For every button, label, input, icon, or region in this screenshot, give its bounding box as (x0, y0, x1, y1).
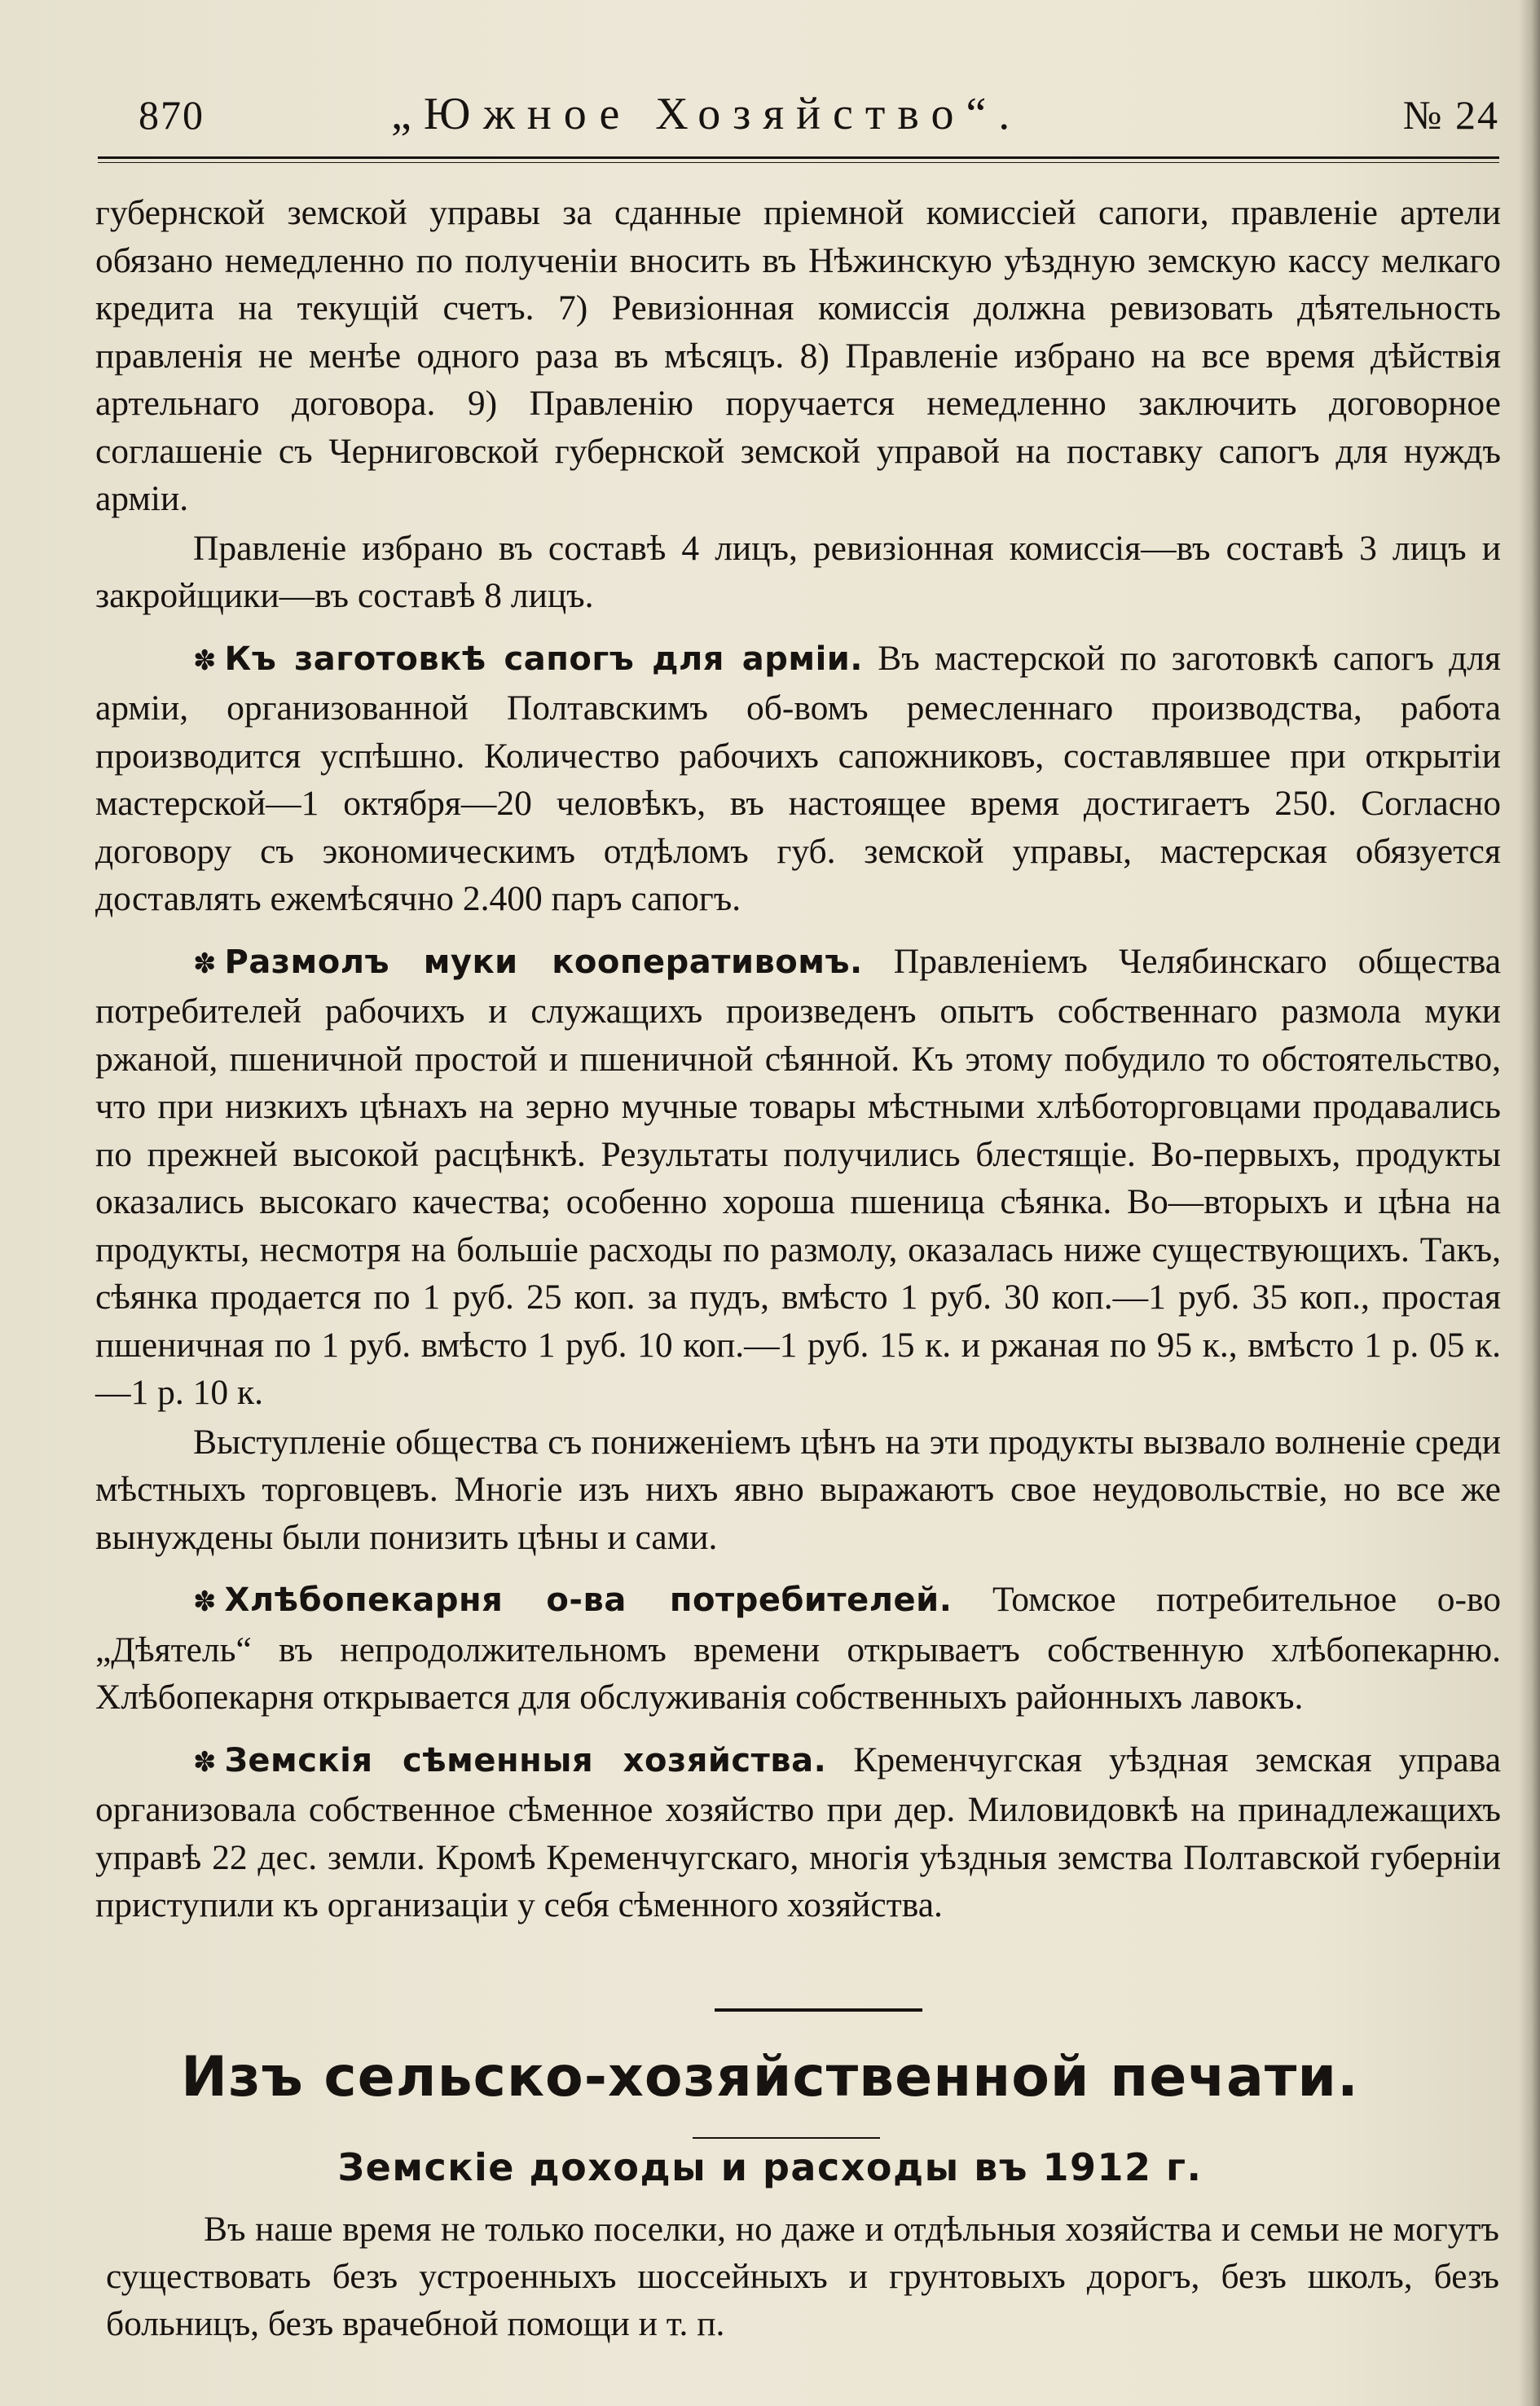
paragraph-text: Выступленіе общества съ пониженіемъ цѣнъ на эти продукты вызвало волненіе среди мѣстныхъ торговцевъ. Многіе изъ нихъ явно выражаютъ свое неудовольствіе, но все же вынуждены были понизить цѣны и сами. (95, 1422, 1501, 1557)
news-rubric: Къ заготовкѣ сапогъ для арміи. (224, 640, 864, 678)
section-paragraph: Въ наше время не только поселки, но даже и отдѣльныя хозяйства и семьи не могутъ существовать безъ устроенныхъ шоссейныхъ и грунтовыхъ дорогъ, безъ школъ, безъ больницъ, безъ врачебной помощи и т. п. (106, 2210, 1499, 2343)
journal-title: „Южное Хозяйство“. (391, 89, 1023, 139)
news-item-seed-farms (95, 1736, 1501, 1929)
news-text: Правленіемъ Челябинскаго общества потребителей рабочихъ и служащихъ произведенъ опытъ собственнаго размола муки ржаной, пшеничной простой и пшеничной сѣянной. Къ этому побудило то обстоятельство, что при низкихъ цѣнахъ на зерно мучные товары мѣстными хлѣботорговцами продавались по прежней высокой расцѣнкѣ. Результаты получились блестящіе. Во-первыхъ, продукты оказались высокаго качества; особенно хороша пшеница сѣянка. Во—вторыхъ и цѣна на продукты, несмотря на большіе расходы по размолу, оказалась ниже существующихъ. Такъ, сѣянка продается по 1 руб. 25 коп. за пудъ, вмѣсто 1 руб. 30 коп.—1 руб. 35 коп., простая пшеничная по 1 руб. вмѣсто 1 руб. 10 коп.—1 руб. 15 к. и ржаная по 95 к., вмѣсто 1 р. 05 к.—1 р. 10 к. (95, 941, 1501, 1412)
header-rule-thin (98, 162, 1499, 163)
header-rule (98, 156, 1499, 159)
paragraph-merchants (95, 1419, 1501, 1562)
issue-number: № 24 (1402, 92, 1499, 138)
news-item-bakery (95, 1576, 1501, 1722)
section-title: Изъ сельско-хозяйственной печати. (181, 2045, 1359, 2109)
paragraph-text: Правленіе избрано въ составѣ 4 лицъ, ревизіонная комиссія—въ составѣ 3 лицъ и закройщики—въ составѣ 8 лицъ. (95, 528, 1501, 615)
article-body (95, 189, 1501, 1929)
news-item-flour (95, 938, 1501, 1417)
asterism-icon: ✽ (193, 1745, 217, 1779)
paragraph-text: губернской земской управы за сданные пріемной комиссіей сапоги, правленіе артели обязано немедленно по полученіи вносить въ Нѣжинскую уѣздную земскую кассу мелкаго кредита на текущій счетъ. 7) Ревизіонная комиссія должна ревизовать дѣятельность правленія не менѣе одного раза въ мѣсяцъ. 8) Правленіе избрано на все время дѣйствія артельнаго договора. 9) Правленію поручается немедленно заключить договорное соглашеніе съ Черниговской губернской земской управой на поставку сапогъ для нуждъ арміи. (95, 193, 1501, 518)
asterism-icon: ✽ (193, 644, 217, 677)
running-header (122, 91, 1499, 148)
news-item-boots (95, 635, 1501, 923)
page-number: 870 (139, 92, 205, 138)
news-rubric: Размолъ муки кооперативомъ. (224, 943, 863, 981)
news-rubric: Хлѣбопекарня о-ва потребителей. (224, 1581, 953, 1619)
news-text: Томское потребительное о-во „Дѣятель“ въ непродолжительномъ времени открываетъ собственную хлѣбопекарню. Хлѣбопекарня открывается для обслуживанія собственныхъ районныхъ лавокъ. (95, 1580, 1502, 1717)
asterism-icon: ✽ (193, 947, 217, 980)
news-text: Кременчугская уѣздная земская управа организовала собственное сѣменное хозяйство при дер. Миловидовкѣ на принадлежащихъ управѣ 22 дес. земли. Кромѣ Кременчугскаго, многія уѣздныя земства Полтавской губерніи приступили къ организаціи у себя сѣменного хозяйства. (95, 1740, 1502, 1924)
subsection-title: Земскіе доходы и расходы въ 1912 г. (337, 2145, 1203, 2189)
subsection-divider (693, 2137, 880, 2139)
asterism-icon: ✽ (193, 1586, 217, 1618)
paragraph-board-composition (95, 525, 1501, 620)
section-body (106, 2206, 1499, 2347)
news-text: Въ мастерской по заготовкѣ сапогъ для арміи, организованной Полтавскимъ об-вомъ ремесленнаго производства, работа производится успѣшно. Количество рабочихъ сапожниковъ, составлявшее при открытіи мастерской—1 октября—20 человѣкъ, въ настоящее время достигаетъ 250. Согласно договору съ экономическимъ отдѣломъ губ. земской управы, мастерская обязуется доставлять ежемѣсячно 2.400 паръ сапогъ. (95, 638, 1502, 918)
paragraph-continued (95, 189, 1501, 523)
news-rubric: Земскія сѣменныя хозяйства. (224, 1741, 827, 1779)
section-divider (715, 2008, 922, 2012)
